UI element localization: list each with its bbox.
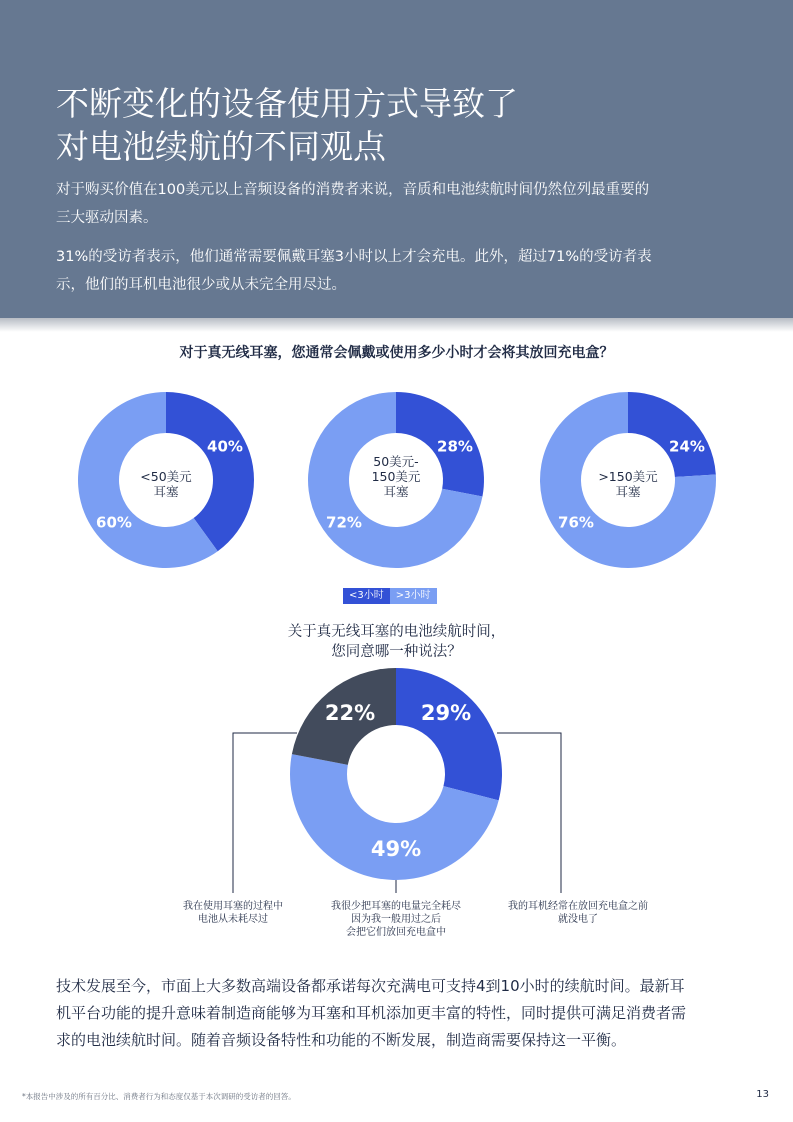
donut-3-center-line-1: >150美元: [598, 469, 658, 484]
leader-line-left: [233, 733, 297, 893]
chart-2-question-line-2: 您同意哪一种说法？: [331, 644, 462, 660]
donut-1-center-line-1: <50美元: [140, 469, 192, 484]
donut-1-label-2: 60%: [96, 513, 132, 532]
footnote: *本报告中涉及的所有百分比、消费者行为和态度仅基于本次调研的受访者的回答。: [22, 1092, 296, 1101]
chart-1-question: 对于真无线耳塞，您通常会佩戴或使用多少小时才会将其放回充电盒？: [179, 345, 614, 361]
annotation-mid-line-1: 我很少把耳塞的电量完全耗尽: [331, 901, 461, 912]
intro-p1-line-2: 三大驱动因素。: [56, 210, 158, 226]
donut-3-label-2: 76%: [558, 513, 594, 532]
body-paragraph: [56, 973, 746, 1054]
page-number: 13: [756, 1089, 769, 1100]
donut-2-label-2: 72%: [326, 513, 362, 532]
donut-2-label-1: 28%: [437, 437, 473, 456]
intro-p2-line-2: 示，他们的耳机电池很少或从未完全用尽过。: [56, 277, 346, 293]
chart-2-question-line-1: 关于真无线耳塞的电池续航时间，: [287, 624, 506, 640]
donut-1-center-line-2: 耳塞: [153, 484, 179, 499]
body-line-3: 求的电池续航时间。随着音频设备特性和功能的不断发展，制造商需要保持这一平衡。: [56, 1031, 627, 1049]
donut-3-center-line-2: 耳塞: [615, 484, 641, 499]
donut-4-slice-1: [396, 668, 502, 800]
leader-line-right: [497, 733, 561, 893]
body-line-1: 技术发展至今，市面上大多数高端设备都承诺每次充满电可支持4到10小时的续航时间。最新耳: [56, 977, 685, 995]
donut-2-center-line-1: 50美元-: [373, 454, 419, 469]
body-line-2: 机平台功能的提升意味着制造商能够为耳塞和耳机添加更丰富的特性，同时提供可满足消费者需: [56, 1004, 687, 1022]
donut-3-label-1: 24%: [669, 437, 705, 456]
donut-2-center-line-3: 耳塞: [383, 484, 409, 499]
chart-2-question: [0, 622, 793, 662]
legend-under-3-hours: <3小时: [343, 588, 390, 604]
legend-over-3-hours: >3小时: [390, 588, 437, 604]
annotation-left-line-1: 我在使用耳塞的过程中: [183, 901, 283, 912]
annotation-right-line-1: 我的耳机经常在放回充电盒之前: [508, 901, 648, 912]
donut-2-center-label: [346, 454, 446, 499]
title-line-1: 不断变化的设备使用方式导致了: [56, 84, 518, 123]
annotation-mid-line-2: 因为我一般用过之后: [351, 914, 441, 925]
annotation-never-drained: [158, 900, 308, 926]
intro-p2-line-1: 31%的受访者表示，他们通常需要佩戴耳塞3小时以上才会充电。此外，超过71%的受访者表: [56, 249, 652, 265]
chart-legend: [343, 588, 437, 604]
donut-4-label-1: 29%: [420, 701, 472, 725]
donut-3-slice-1: [628, 392, 716, 477]
intro-p1-line-1: 对于购买价值在100美元以上音频设备的消费者来说，音质和电池续航时间仍然位列最重要的: [56, 182, 650, 198]
donut-4-label-3: 22%: [324, 701, 376, 725]
donut-1-label-1: 40%: [207, 437, 243, 456]
donut-4-label-2: 49%: [370, 837, 422, 861]
title-line-2: 对电池续航的不同观点: [56, 127, 386, 166]
annotation-right-line-2: 就没电了: [558, 914, 598, 925]
annotation-often-dead: [488, 900, 668, 926]
annotation-rarely-drained: [311, 900, 481, 939]
donut-3-center-label: [578, 469, 678, 499]
donut-1-center-label: [116, 469, 216, 499]
annotation-mid-line-3: 会把它们放回充电盒中: [346, 927, 446, 938]
donut-2-center-line-2: 150美元: [371, 469, 421, 484]
annotation-left-line-2: 电池从未耗尽过: [198, 914, 268, 925]
